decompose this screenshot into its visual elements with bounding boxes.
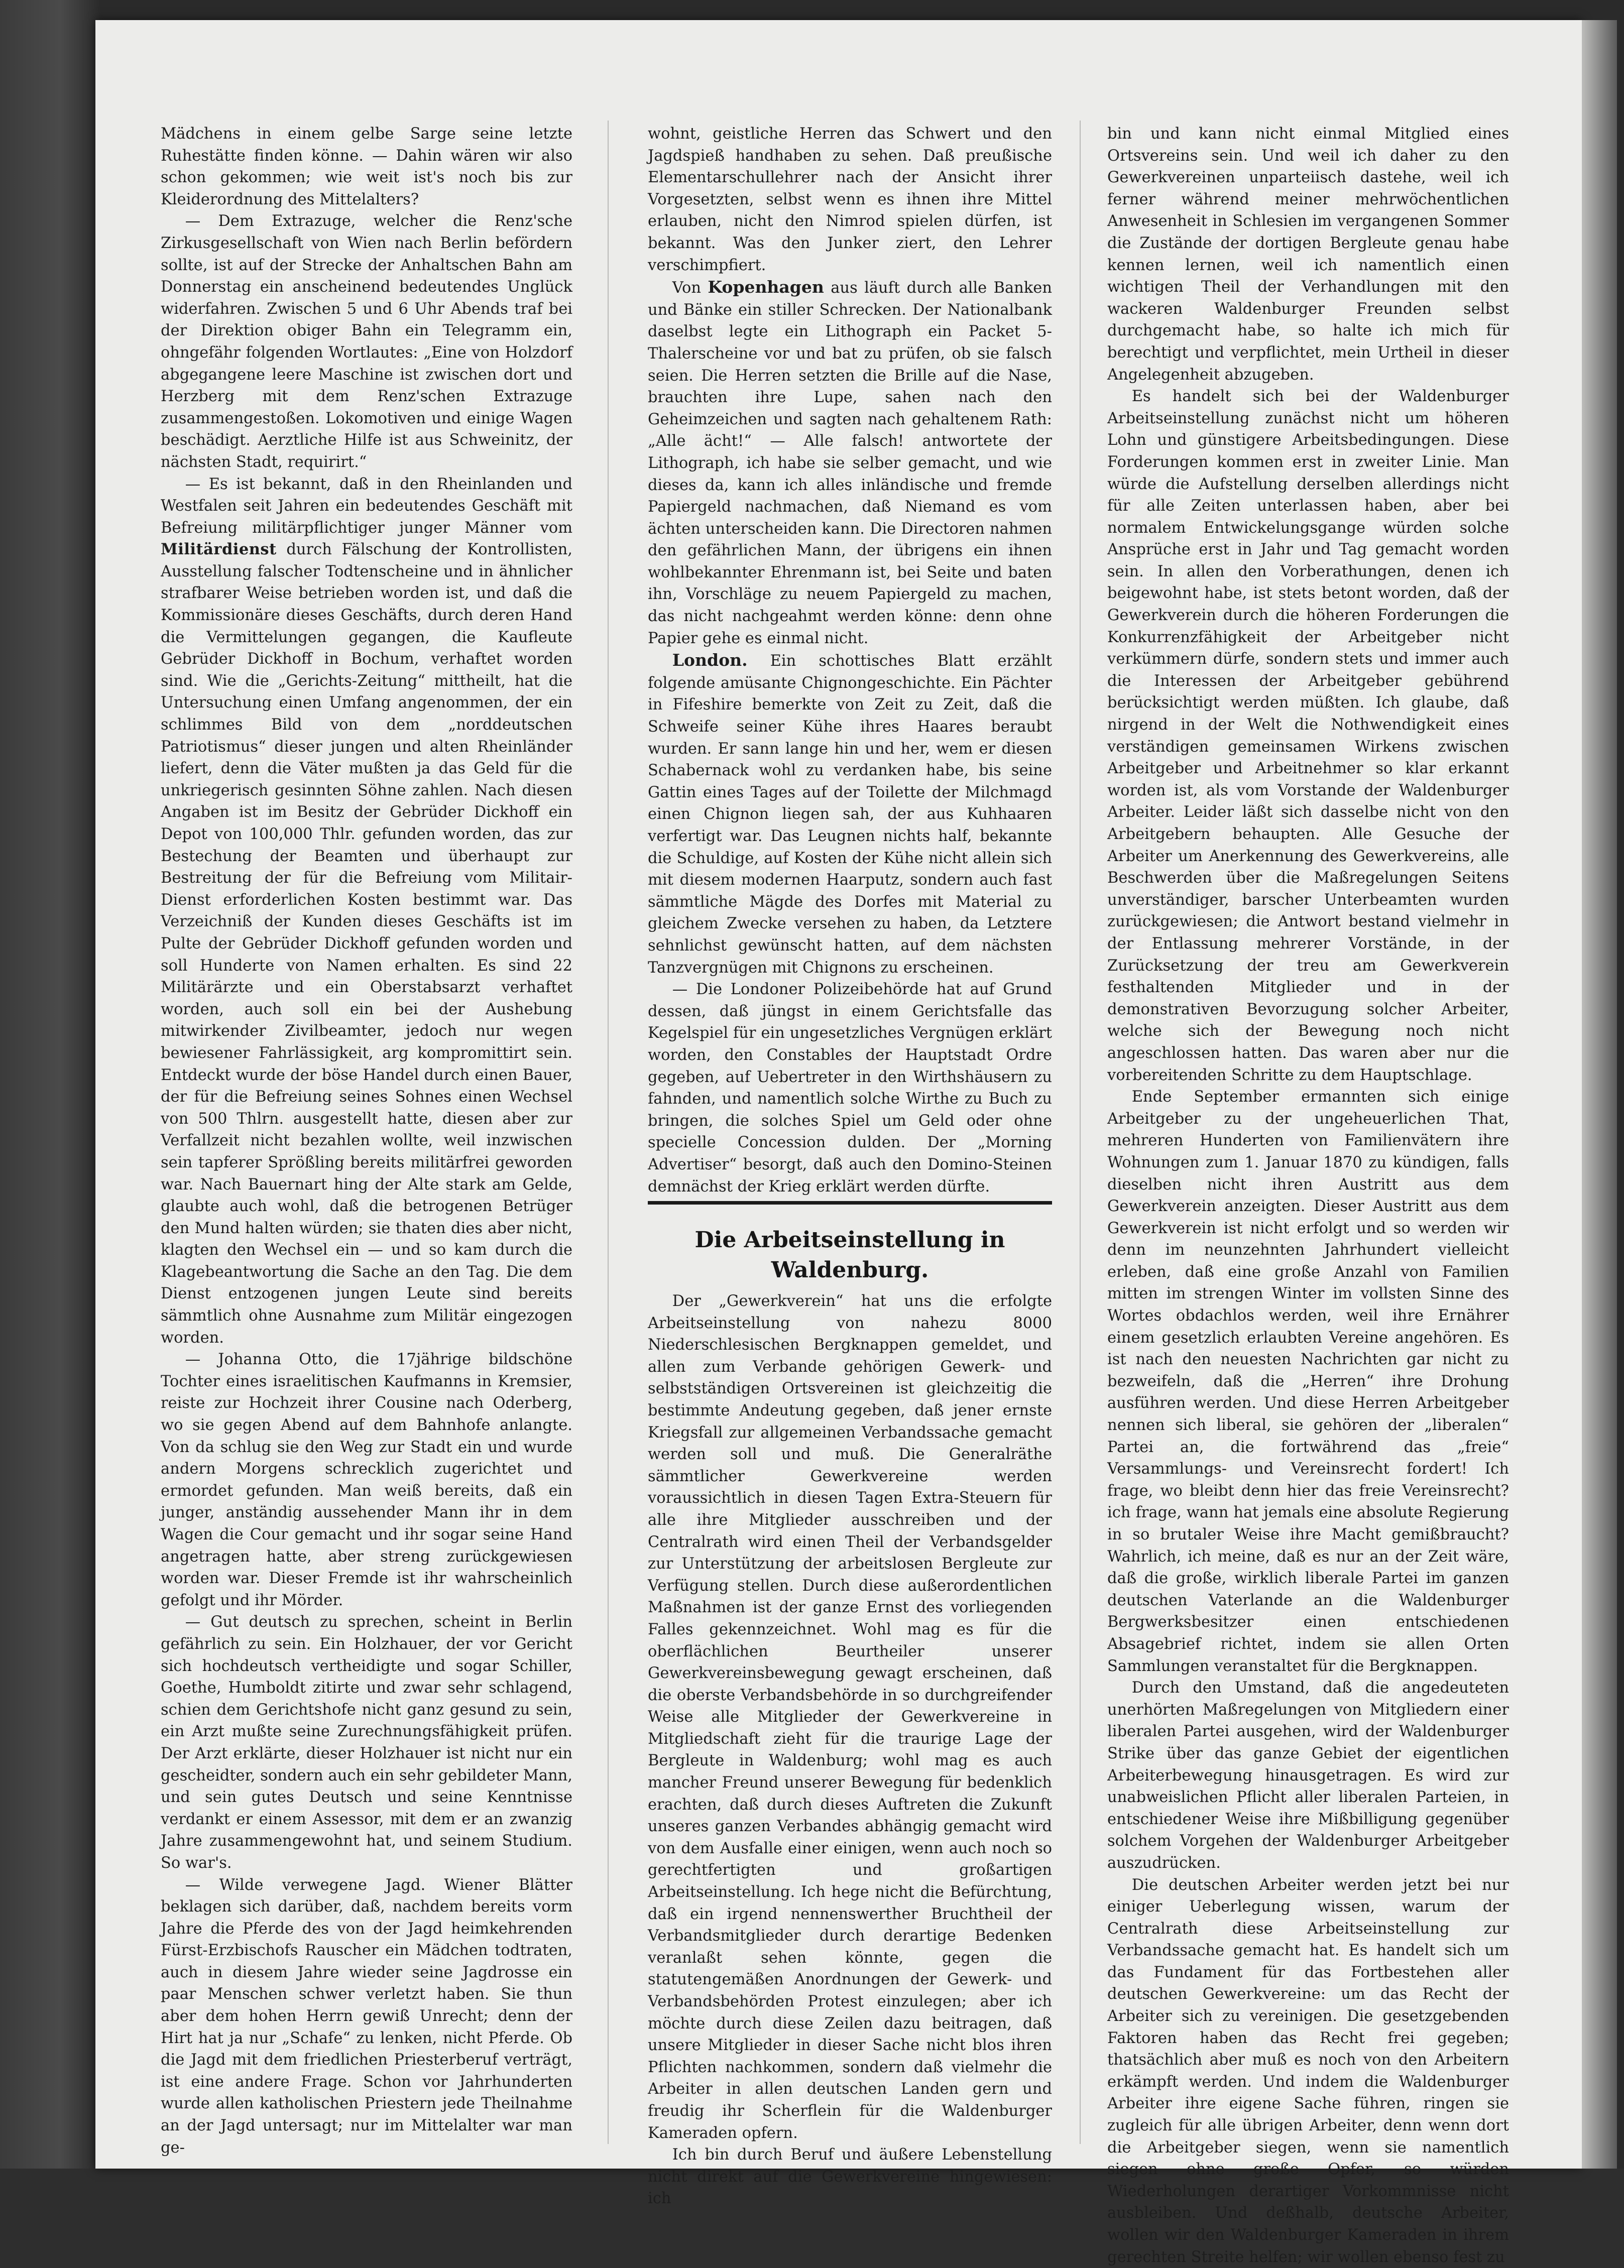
page-edge-shadow — [1582, 20, 1617, 2169]
paragraph: Die deutschen Arbeiter werden jetzt bei nur einiger Ueberlegung wissen, warum der Centralrath diese Arbeitseinstellung zur Verbandssache gemacht hat. Es handelt sich um das Fundament für das Fortbestehen aller deutschen Gewerkvereine: um das Recht der Arbeiter sich zu vereinigen. Die gesetzgebenden Faktoren haben das Recht frei gegeben; thatsächlich aber muß es noch von den Arbeitern erkämpft werden. Und indem die Waldenburger Arbeiter ihre eigene Sache führen, ringen sie zugleich für alle übrigen Arbeiter, denn wenn dort die Arbeitgeber siegen, wenn sie namentlich siegen ohne große Opfer, so würden Wiederholungen derartiger Vorkommnisse nicht ausbleiben. Und deßhalb, deutsche Arbeiter, wollen wir den Waldenburger Kameraden in ihrem gerechten Streite helfen; wir wollen ebenso fest zu — [1107, 1874, 1509, 2268]
paragraph-text: — Es ist bekannt, daß in den Rheinlanden und Westfalen seit Jahren ein bedeutendes Geschäft mit Befreiung militärpflichtiger junger Männer vom — [161, 475, 572, 537]
column-left — [161, 123, 572, 2141]
dateline-london: London. — [672, 650, 748, 670]
paragraph — [161, 473, 572, 1349]
paragraph: bin und kann nicht einmal Mitglied eines Ortsvereins sein. Und weil ich daher zu den Gewerkvereinen unparteiisch dastehe, weil ich ferner während meiner mehrwöchentlichen Anwesenheit in Schlesien im vergangenen Sommer die Zustände der dortigen Bergleute genau habe kennen lernen, weil ich namentlich einen wichtigen Theil der Verhandlungen mit den wackeren Waldenburger Freunden selbst durchgemacht habe, so halte ich mich für berechtigt und verpflichtet, mein Urtheil in dieser Angelegenheit abzugeben. — [1107, 123, 1509, 386]
paragraph: Ende September ermannten sich einige Arbeitgeber zu der ungeheuerlichen That, mehreren Hunderten von Familienvätern ihre Wohnungen zum 1. Januar 1870 zu kündigen, falls dieselben nicht ihren Austritt aus dem Gewerkverein anzeigten. Dieser Austritt aus dem Gewerkverein ist nicht erfolgt und so werden wir denn im neunzehnten Jahrhundert vielleicht erleben, daß eine große Anzahl von Familien mitten im strengen Winter im vollsten Sinne des Wortes obdachlos werden, weil ihre Ernährer einem gesetzlich erlaubten Vereine angehören. Es ist nach den neuesten Nachrichten gar nicht zu bezweifeln, daß die „Herren“ ihre Drohung ausführen werden. Und diese Herren Arbeitgeber nennen sich liberal, sie gehören der „liberalen“ Partei an, die fortwährend das „freie“ Versammlungs- und Vereinsrecht fordert! Ich frage, wo bleibt denn hier das freie Vereinsrecht? ich frage, wann hat jemals eine absolute Regierung in so brutaler Weise ihre Macht gemißbraucht? Wahrlich, ich meine, daß es nur an der Zeit wäre, daß die große, wirklich liberale Partei im ganzen deutschen Vaterlande an die Waldenburger Bergwerksbesitzer einen entschiedenen Absagebrief richtet, indem sie allen Orten Sammlungen veranstaltet für die Bergknappen. — [1107, 1086, 1509, 1677]
paragraph: — Wilde verwegene Jagd. Wiener Blätter beklagen sich darüber, daß, nachdem bereits vorm Jahre die Pferde des von der Jagd heimkehrenden Fürst-Erzbischofs Rauscher ein Mädchen todtraten, auch in diesem Jahre wieder seine Jagdrosse ein paar Menschen schwer verletzt haben. Sie thun aber dem hohen Herrn gewiß Unrecht; denn der Hirt hat ja nur „Schafe“ zu lenken, nicht Pferde. Ob die Jagd mit dem friedlichen Priesterberuf verträgt, ist eine andere Frage. Schon vor Jahrhunderten wurde allen katholischen Priestern jede Theilnahme an der Jagd untersagt; nur im Mittelalter war man ge- — [161, 1874, 572, 2159]
column-right — [1107, 123, 1509, 2141]
paragraph: Es handelt sich bei der Waldenburger Arbeitseinstellung zunächst nicht um höheren Lohn und günstigere Arbeitsbedingungen. Diese Forderungen kommen erst in zweiter Linie. Man würde die Aufstellung derselben allerdings nicht für alle Zeiten unterlassen haben, aber bei normalem Entwickelungsgange würden solche Ansprüche erst in Jahr und Tag gemacht worden sein. In allen den Vorberathungen, denen ich beigewohnt habe, ist stets betont worden, daß der Gewerkverein durch die höheren Forderungen die Konkurrenzfähigkeit der Arbeitgeber nicht verkümmern dürfe, sondern stets und immer auch die Interessen der Arbeitgeber gebührend berücksichtigt werden müßten. Ich glaube, daß nirgend in der Welt die Nothwendigkeit eines verständigen gemeinsamen Wirkens zwischen Arbeitgeber und Arbeitnehmer so klar erkannt worden ist, als vom Vorstande der Waldenburger Arbeiter. Leider läßt sich dasselbe nicht von den Arbeitgebern behaupten. Alle Gesuche der Arbeiter um Anerkennung des Gewerkvereins, alle Beschwerden über die Maßregelungen Seitens unverständiger, barscher Unterbeamten wurden zurückgewiesen; die Antwort bestand vielmehr in der Entlassung mehrerer Vorstände, in der Zurücksetzung der treu am Gewerkverein festhaltenden Mitglieder und in der demonstrativen Bevorzugung solcher Arbeiter, welche sich der Bewegung noch nicht angeschlossen hatten. Das waren aber nur die vorbereitenden Schritte zu dem Hauptschlage. — [1107, 386, 1509, 1086]
paragraph: Durch den Umstand, daß die angedeuteten unerhörten Maßregelungen von Mitgliedern einer liberalen Partei ausgehen, wird der Waldenburger Strike über das ganze Gebiet der eigentlichen Arbeiterbewegung hinausgetragen. Es wird zur unabweislichen Pflicht aller liberalen Parteien, in entschiedener Weise ihre Mißbilligung gegenüber solchem Vorgehen der Waldenburger Arbeitgeber auszudrücken. — [1107, 1677, 1509, 1874]
column-rule — [608, 121, 609, 2144]
paragraph-text: Ein schottisches Blatt erzählt folgende amüsante Chignongeschichte. Ein Pächter in Fifeshire bemerkte von Zeit zu Zeit, daß die Schweife seiner Kühe ihres Haares beraubt wurden. Er sann lange hin und her, wem er diesen Schabernack wohl zu verdanken habe, bis seine Gattin eines Tages auf der Toilette der Milchmagd einen Chignon liegen sah, der aus Kuhhaaren verfertigt war. Das Leugnen nichts half, bekannte die Schuldige, auf Kosten der Kühe nicht allein sich mit diesem modernen Haarputz, sondern auch fast sämmtliche Mägde des Dorfes mit Material zu gleichem Zwecke versehen zu haben, da Letztere sehnlichst gewünscht hatten, auf dem nächsten Tanzvergnügen mit Chignons zu erscheinen. — [648, 652, 1052, 976]
paragraph: wohnt, geistliche Herren das Schwert und den Jagdspieß handhaben zu sehen. Daß preußische Elementarschullehrer nach der Ansicht ihrer Vorgesetzten, selbst wenn es ihnen ihre Mittel erlauben, nicht den Nimrod spielen dürfen, ist bekannt. Was den Junker ziert, den Lehrer verschimpfiert. — [648, 123, 1052, 276]
column-middle — [648, 123, 1052, 1192]
article-divider — [648, 1201, 1052, 1205]
paragraph: — Johanna Otto, die 17jährige bildschöne Tochter eines israelitischen Kaufmanns in Kremsier, reiste zur Hochzeit ihrer Cousine nach Oderberg, wo sie gegen Abend auf dem Bahnhofe anlangte. Von da schlug sie den Weg zur Stadt ein und wurde andern Morgens schrecklich zugerichtet und ermordet gefunden. Man weiß bereits, daß ein junger, anständig aussehender Mann ihr in dem Wagen die Cour gemacht und ihr sogar seine Hand angetragen hatte, aber streng zurückgewiesen worden war. Dieser Fremde ist ihr wahrscheinlich gefolgt und ihr Mörder. — [161, 1349, 572, 1611]
paragraph: Ich bin durch Beruf und äußere Lebenstellung nicht direkt auf die Gewerkvereine hingewiesen: ich — [648, 2144, 1052, 2210]
dateline-prefix: Von — [672, 279, 701, 297]
keyword-militaerdienst: Militärdienst — [161, 540, 277, 558]
paragraph-text: aus läuft durch alle Banken und Bänke ein stiller Schrecken. Der Nationalbank daselbst legte ein Lithograph ein Packet 5-Thalerscheine vor und bat zu prüfen, ob sie falsch seien. Die Herren setzten die Brille auf die Nase, brauchten ihre Lupe, sahen nach den Geheimzeichen und sagten nach gehaltenem Rath: „Alle ächt!“ — Alle falsch! antwortete der Lithograph, ich habe sie selber gemacht, und wie dieses da, kann ich alles inländische und fremde Papiergeld nachmachen, daß Niemand es vom ächten unterscheiden kann. Die Directoren nahmen den gefährlichen Mann, der übrigens ein ihnen wohlbekannter Ehrenmann ist, bei Seite und baten ihn, Vorschläge zu neuem Papiergeld zu machen, das nicht nachgeahmt werden könne: denn ohne Papier gehe es einmal nicht. — [648, 279, 1052, 647]
dateline-kopenhagen: Kopenhagen — [708, 277, 824, 297]
paragraph: — Dem Extrazuge, welcher die Renz'sche Zirkusgesellschaft von Wien nach Berlin befördern sollte, ist auf der Strecke der Anhaltschen Bahn am Donnerstag ein anscheinend bedeutendes Unglück widerfahren. Zwischen 5 und 6 Uhr Abends traf bei der Direktion obiger Bahn ein Telegramm ein, ohngefähr folgenden Wortlautes: „Eine von Holzdorf abgegangene leere Maschine ist zwischen dort und Herzberg mit dem Renz'schen Extrazuge zusammengestoßen. Lokomotiven und einige Wagen beschädigt. Aerztliche Hilfe ist aus Schweinitz, der nächsten Stadt, requirirt.“ — [161, 210, 572, 473]
paragraph: Der „Gewerkverein“ hat uns die erfolgte Arbeitseinstellung von nahezu 8000 Niederschlesischen Bergknappen gemeldet, und allen zum Verbande gehörigen Gewerk- und selbstständigen Ortsvereinen ist gleichzeitig die bestimmte Andeutung gegeben, daß jener ernste Kriegsfall zur allgemeinen Verbandssache gemacht werden soll und muß. Die Generalräthe sämmtlicher Gewerkvereine werden voraussichtlich in diesen Tagen Extra-Steuern für alle ihre Mitglieder ausschreiben und der Centralrath wird einen Theil der Verbandsgelder zur Unterstützung der arbeitslosen Bergleute zur Verfügung stellen. Durch diese außerordentlichen Maßnahmen ist der ganze Ernst des vorliegenden Falles gekennzeichnet. Wohl mag es für die oberflächlichen Beurtheiler unserer Gewerkvereinsbewegung gewagt erscheinen, daß die oberste Verbandsbehörde in so durchgreifender Weise alle Mitglieder der Gewerkvereine in Mitgliedschaft zieht für die traurige Lage der Bergleute in Waldenburg; wohl mag es auch mancher Freund unserer Bewegung für bedenklich erachten, daß durch dieses Auftreten die Zukunft unseres ganzen Verbandes abhängig gemacht wird von dem Ausfalle einer einigen, wenn auch noch so gerechtfertigten und großartigen Arbeitseinstellung. Ich hege nicht die Befürchtung, daß ein irgend nennenswerther Bruchtheil der Verbandsmitglieder durch derartige Bedenken veranlaßt sehen könnte, gegen die statutengemäßen Anordnungen der Gewerk- und Verbandsbehörden Protest einzulegen; aber ich möchte durch diese Zeilen dazu beitragen, daß unsere Mitglieder in dieser Sache nicht blos ihren Pflichten nachkommen, sondern daß vielmehr die Arbeiter in allen deutschen Landen gern und freudig ihr Scherflein für die Waldenburger Kameraden opfern. — [648, 1290, 1052, 2144]
newspaper-page — [95, 20, 1582, 2169]
column-rule — [1080, 121, 1081, 2144]
article-body — [648, 1290, 1052, 2141]
article-title: Die Arbeitseinstellung in Waldenburg. — [648, 1225, 1052, 1285]
paragraph-text: durch Fälschung der Kontrollisten, Ausstellung falscher Todtenscheine und in ähnlicher strafbarer Weise betrieben worden ist, und daß die Kommissionäre dieses Geschäfts, durch deren Hand die Vermittelungen gegangen, die Kaufleute Gebrüder Dickhoff in Bochum, verhaftet worden sind. Wie die „Gerichts-Zeitung“ mittheilt, hat die Untersuchung einen Umfang angenommen, der ein schlimmes Bild von dem „norddeutschen Patriotismus“ dieser jungen und alten Rheinländer liefert, denn die Väter mußten ja das Geld für die unkriegerisch gesinnten Söhne zahlen. Nach diesen Angaben ist im Besitz der Gebrüder Dickhoff ein Depot von 100,000 Thlr. gefunden worden, das zur Bestechung der Beamten und überhaupt zur Bestreitung der für die Befreiung vom Militair-Dienst erforderlichen Kosten bestimmt war. Das Verzeichniß der Kunden dieses Geschäfts ist im Pulte der Gebrüder Dickhoff gefunden worden und soll Hunderte von Namen erhalten. Es sind 22 Militärärzte und ein Oberstabsarzt verhaftet worden, auch soll ein bei der Aushebung mitwirkender Zivilbeamter, jedoch nur wegen bewiesener Fahrlässigkeit, arg kompromittirt sein. Entdeckt wurde der böse Handel durch einen Bauer, der für die Befreiung seines Sohnes einen Wechsel von 500 Thlrn. ausgestellt hatte, diesen aber zur Verfallzeit nicht bezahlen wollte, weil inzwischen sein tapferer Sprößling bereits militärfrei geworden war. Nach Bauernart hing der Alte stark am Gelde, glaubte auch wohl, daß die betrogenen Betrüger den Mund halten würden; sie thaten dies aber nicht, klagten den Wechsel ein — und so kam durch die Klagebeantwortung die Sache an den Tag. Die dem Dienst entzogenen jungen Leute sind bereits sämmtlich ohne Ausnahme zum Militär eingezogen worden. — [161, 541, 572, 1346]
paragraph: — Die Londoner Polizeibehörde hat auf Grund dessen, daß jüngst in einem Gerichtsfalle das Kegelspiel für ein ungesetzliches Vergnügen erklärt worden, den Constables der Hauptstadt Ordre gegeben, auf Uebertreter in den Wirthshäusern zu fahnden, und namentlich solche Wirthe zu Buch zu bringen, die solches Spiel um Geld oder ohne specielle Concession dulden. Der „Morning Advertiser“ besorgt, daß auch den Domino-Steinen demnächst der Krieg erklärt werden dürfte. — [648, 979, 1052, 1198]
paragraph: Mädchens in einem gelbe Sarge seine letzte Ruhestätte finden könne. — Dahin wären wir also schon gekommen; wie weit ist's noch bis zur Kleiderordnung des Mittelalters? — [161, 123, 572, 210]
paragraph: — Gut deutsch zu sprechen, scheint in Berlin gefährlich zu sein. Ein Holzhauer, der vor Gericht sich hochdeutsch vertheidigte und sogar Schiller, Goethe, Humboldt zitirte und zwar sehr schlagend, schien dem Gerichtshofe nicht ganz gesund zu sein, ein Arzt mußte seine Zurechnungsfähigkeit prüfen. Der Arzt erklärte, dieser Holzhauer ist nicht nur ein gescheidter, sondern auch ein sehr gebildeter Mann, und sein gutes Deutsch und seine Kenntnisse verdankt er einem Assessor, mit dem er an zwanzig Jahre zusammengewohnt hat, und seinem Studium. So war's. — [161, 1611, 572, 1874]
paragraph-london — [648, 649, 1052, 979]
paragraph-kopenhagen — [648, 276, 1052, 649]
